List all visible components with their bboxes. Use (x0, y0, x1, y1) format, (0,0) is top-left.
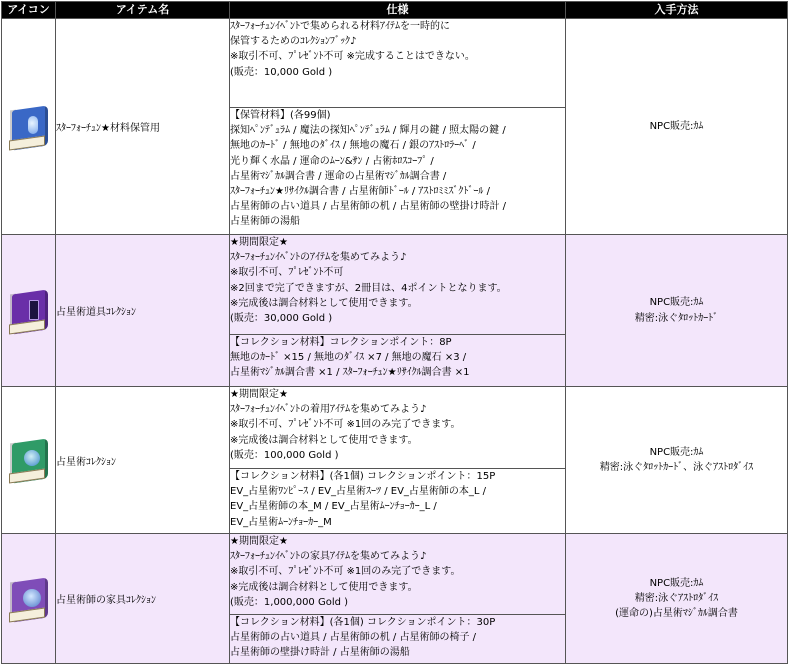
obtain-cell (566, 235, 788, 387)
green-book-icon (6, 437, 52, 483)
spec-line: ｽﾀｰﾌｫｰﾁｭﾝｲﾍﾞﾝﾄの家具ｱｲﾃﾑを集めてみよう♪ (230, 551, 427, 563)
spec-description (230, 235, 566, 335)
spec-materials (230, 108, 566, 235)
spec-line: 占星術師の壁掛け時計 / 占星術師の湯船 (230, 647, 410, 659)
spec-line: ｽﾀｰﾌｫｰﾁｭﾝｲﾍﾞﾝﾄで集められる材料ｱｲﾃﾑを一時的に (230, 21, 450, 32)
icon-cell (2, 19, 56, 235)
spec-line: 占星術ﾏｼﾞｶﾙ調合書 / 運命の占星術ﾏｼﾞｶﾙ調合書 / (230, 170, 447, 182)
icon-cell (2, 534, 56, 664)
spec-line: ★期間限定★ (230, 389, 288, 400)
spec-line: ★期間限定★ (230, 237, 288, 248)
spec-line: 【コレクション材料】コレクションポイント：8P (230, 337, 452, 348)
spec-line: EV_占星術ﾜﾝﾋﾟｰｽ / EV_占星術ｽｰﾂ / EV_占星術師の本_L / (230, 486, 487, 498)
header-obtain: 入手方法 (566, 2, 788, 19)
spec-line: ※完成後は調合材料として使用できます。 (230, 581, 418, 593)
blue-book-icon (6, 104, 52, 150)
spec-line: ※完成後は調合材料として使用できます。 (230, 297, 418, 309)
spec-line: 無地のｶｰﾄﾞ ×15 / 無地のﾀﾞｲｽ ×7 / 無地の魔石 ×3 / (230, 352, 467, 364)
spec-description (230, 19, 566, 108)
icon-cell (2, 387, 56, 534)
spec-line: 【保管材料】(各99個) (230, 110, 331, 121)
purple-book-icon (6, 288, 52, 334)
spec-line: ※2回まで完了できますが、2冊目は、4ポイントとなります。 (230, 282, 507, 294)
table-row (2, 19, 788, 108)
spec-line: 【コレクション材料】(各1個) コレクションポイント：30P (230, 617, 496, 628)
spec-line: ※取引不可、ﾌﾟﾚｾﾞﾝﾄ不可 ※1回のみ完了できます。 (230, 566, 461, 578)
table-row (2, 235, 788, 335)
spec-line: EV_占星術師の本_M / EV_占星術ﾑｰﾝﾁｮｰｶｰ_L / (230, 501, 437, 513)
obtain-line: NPC販売:ｶﾑ (649, 120, 704, 132)
header-spec: 仕様 (230, 2, 566, 19)
spec-line: 無地のｶｰﾄﾞ / 無地のﾀﾞｲｽ / 無地の魔石 / 銀のｱｽﾄﾛﾗｰﾍﾞ / (230, 140, 476, 152)
header-name: アイテム名 (56, 2, 230, 19)
spec-line: ｽﾀｰﾌｫｰﾁｭﾝ★ﾘｻｲｸﾙ調合書 / 占星術師ﾄﾞｰﾙ / ｱｽﾄﾛﾐﾐｽﾞｸﾄﾞｰﾙ / (230, 186, 490, 198)
header-icon: アイコン (2, 2, 56, 19)
spec-line: 占星術ﾏｼﾞｶﾙ調合書 ×1 / ｽﾀｰﾌｫｰﾁｭﾝ★ﾘｻｲｸﾙ調合書 ×1 (230, 367, 470, 379)
spec-line: 占星術師の湯船 (230, 216, 300, 228)
spec-line: 探知ﾍﾟﾝﾃﾞｭﾗﾑ / 魔法の探知ﾍﾟﾝﾃﾞｭﾗﾑ / 輝月の鍵 / 照太陽の鍵 / (230, 125, 506, 137)
violet-book-icon (6, 576, 52, 622)
spec-line: (販売：100,000 Gold ) (230, 449, 339, 461)
item-name: 占星術道具ｺﾚｸｼｮﾝ (56, 235, 230, 387)
obtain-line: NPC販売:ｶﾑ (649, 297, 704, 309)
spec-description (230, 387, 566, 469)
obtain-line: 精密:泳ぐｱｽﾄﾛﾀﾞｲｽ (634, 592, 719, 604)
spec-line: ★期間限定★ (230, 536, 288, 547)
spec-description (230, 534, 566, 615)
spec-line: 【コレクション材料】(各1個) コレクションポイント：15P (230, 471, 496, 482)
obtain-cell (566, 534, 788, 664)
item-name: 占星術ｺﾚｸｼｮﾝ (56, 387, 230, 534)
obtain-cell (566, 19, 788, 235)
spec-line: 占星術師の占い道具 / 占星術師の机 / 占星術師の壁掛け時計 / (230, 201, 507, 213)
spec-line: (販売：10,000 Gold ) (230, 66, 333, 78)
spec-materials (230, 335, 566, 387)
spec-line: 占星術師の占い道具 / 占星術師の机 / 占星術師の椅子 / (230, 632, 477, 644)
obtain-line: NPC販売:ｶﾑ (649, 577, 704, 589)
icon-cell (2, 235, 56, 387)
spec-line: (販売：30,000 Gold ) (230, 313, 333, 325)
obtain-line: (運命の)占星術ﾏｼﾞｶﾙ調合書 (615, 608, 738, 620)
obtain-line: NPC販売:ｶﾑ (649, 446, 704, 458)
obtain-line: 精密:泳ぐﾀﾛｯﾄｶｰﾄﾞ、泳ぐｱｽﾄﾛﾀﾞｲｽ (599, 462, 754, 473)
item-name: 占星術師の家具ｺﾚｸｼｮﾝ (56, 534, 230, 664)
obtain-line: 精密:泳ぐﾀﾛｯﾄｶｰﾄﾞ (634, 312, 719, 324)
spec-line: 保管するためのｺﾚｸｼｮﾝﾌﾞｯｸ♪ (230, 36, 357, 48)
obtain-cell (566, 387, 788, 534)
item-table (1, 1, 788, 664)
spec-line: ｽﾀｰﾌｫｰﾁｭﾝｲﾍﾞﾝﾄのｱｲﾃﾑを集めてみよう♪ (230, 252, 407, 264)
spec-line: (販売：1,000,000 Gold ) (230, 596, 349, 608)
table-row (2, 387, 788, 469)
item-name: ｽﾀｰﾌｫｰﾁｭﾝ★材料保管用 (56, 19, 230, 235)
spec-materials (230, 615, 566, 664)
spec-line: 光り輝く水晶 / 運命のﾑｰﾝ&ｻﾝ / 占術ﾎﾛｽｺｰﾌﾟ / (230, 155, 434, 167)
spec-line: ※完成後は調合材料として使用できます。 (230, 434, 418, 446)
spec-materials (230, 469, 566, 534)
spec-line: ※取引不可、ﾌﾟﾚｾﾞﾝﾄ不可 (230, 267, 344, 279)
spec-line: EV_占星術ﾑｰﾝﾁｮｰｶｰ_M (230, 516, 332, 528)
spec-line: ※取引不可、ﾌﾟﾚｾﾞﾝﾄ不可 ※1回のみ完了できます。 (230, 419, 461, 431)
header-row (2, 2, 788, 19)
spec-line: ※取引不可、ﾌﾟﾚｾﾞﾝﾄ不可 ※完成することはできない。 (230, 51, 475, 63)
spec-line: ｽﾀｰﾌｫｰﾁｭﾝｲﾍﾞﾝﾄの着用ｱｲﾃﾑを集めてみよう♪ (230, 404, 427, 416)
table-row (2, 534, 788, 615)
